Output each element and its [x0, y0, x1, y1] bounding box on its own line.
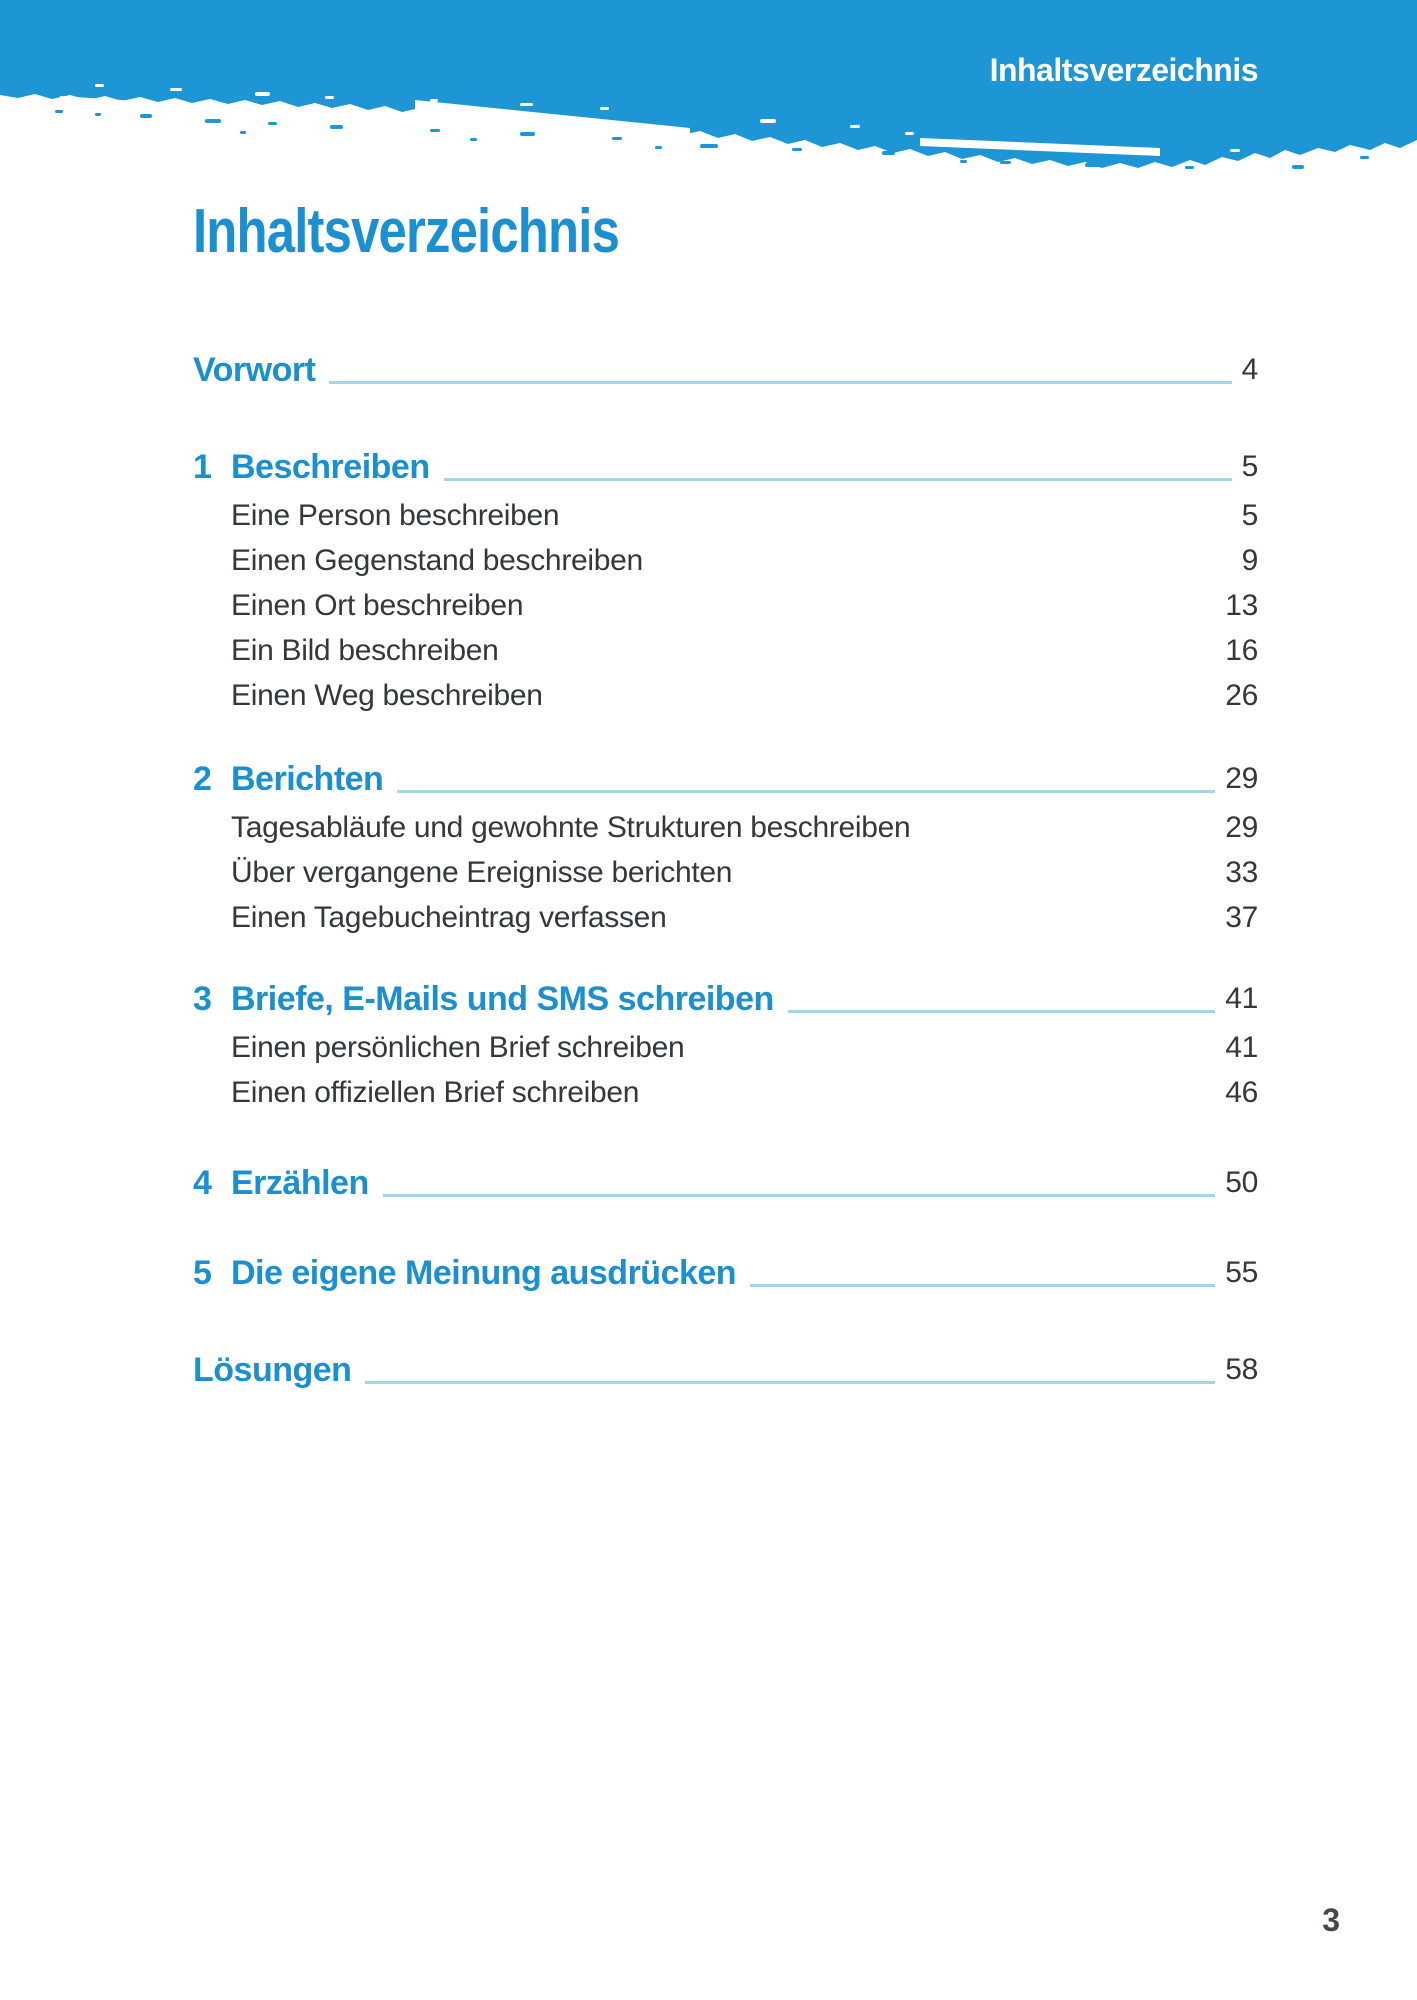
section-title: Eine Person beschreiben — [231, 499, 560, 533]
toc-sub-row — [231, 805, 1258, 850]
toc-section — [193, 757, 1258, 940]
section-title: Über vergangene Ereignisse berichten — [231, 856, 733, 890]
chapter-number: 3 — [193, 980, 212, 1019]
leader-line — [750, 1284, 1215, 1287]
section-title: Einen Ort beschreiben — [231, 589, 524, 623]
chapter-page-number: 41 — [1225, 982, 1258, 1016]
section-title: Einen offiziellen Brief schreiben — [231, 1076, 640, 1110]
toc-sub-row — [231, 493, 1258, 538]
section-page-number: 13 — [1225, 589, 1258, 623]
chapter-number: 5 — [193, 1254, 212, 1293]
section-page-number: 5 — [1241, 499, 1258, 533]
toc-section — [193, 1251, 1258, 1295]
chapter-title: Berichten — [231, 760, 384, 799]
toc-chapter-row — [193, 445, 1258, 489]
toc-sub-list — [193, 805, 1258, 940]
section-title: Einen Gegenstand beschreiben — [231, 544, 643, 578]
section-title: Tagesabläufe und gewohnte Strukturen beschreiben — [231, 811, 911, 845]
chapter-number: 1 — [193, 448, 212, 487]
chapter-number: 4 — [193, 1164, 212, 1203]
chapter-page-number: 29 — [1225, 762, 1258, 796]
toc-section — [193, 977, 1258, 1115]
toc-chapter-row — [193, 348, 1258, 392]
chapter-title: Briefe, E-Mails und SMS schreiben — [231, 980, 774, 1019]
toc-chapter-row — [193, 1161, 1258, 1205]
section-title: Einen persönlichen Brief schreiben — [231, 1031, 685, 1065]
toc-sub-list — [193, 1025, 1258, 1115]
page-title: Inhaltsverzeichnis — [193, 197, 620, 266]
section-title: Ein Bild beschreiben — [231, 634, 499, 668]
toc-sub-list — [193, 493, 1258, 718]
leader-line — [329, 381, 1231, 384]
section-page-number: 46 — [1225, 1076, 1258, 1110]
toc-sub-row — [231, 895, 1258, 940]
chapter-number: 2 — [193, 760, 212, 799]
section-page-number: 16 — [1225, 634, 1258, 668]
toc-section — [193, 348, 1258, 392]
section-title: Einen Weg beschreiben — [231, 679, 543, 713]
leader-line — [383, 1194, 1216, 1197]
chapter-title: Beschreiben — [231, 448, 430, 487]
chapter-page-number: 4 — [1241, 353, 1258, 387]
page-number: 3 — [1322, 1902, 1340, 1938]
toc-chapter-row — [193, 757, 1258, 801]
page-header — [0, 0, 1417, 170]
chapter-page-number: 50 — [1225, 1166, 1258, 1200]
toc-chapter-row — [193, 1251, 1258, 1295]
toc-section — [193, 1161, 1258, 1205]
chapter-page-number: 55 — [1225, 1256, 1258, 1290]
leader-line — [444, 478, 1232, 481]
toc-sub-row — [231, 583, 1258, 628]
toc-chapter-row — [193, 977, 1258, 1021]
toc-sub-row — [231, 538, 1258, 583]
toc-section — [193, 445, 1258, 718]
toc-sub-row — [231, 673, 1258, 718]
toc-chapter-row — [193, 1348, 1258, 1392]
section-page-number: 29 — [1225, 811, 1258, 845]
section-page-number: 33 — [1225, 856, 1258, 890]
toc-sub-row — [231, 850, 1258, 895]
leader-line — [365, 1381, 1215, 1384]
leader-line — [788, 1010, 1215, 1013]
toc-sub-row — [231, 628, 1258, 673]
leader-line — [397, 790, 1215, 793]
chapter-title: Vorwort — [193, 351, 316, 390]
chapter-page-number: 58 — [1225, 1353, 1258, 1387]
chapter-title: Lösungen — [193, 1351, 352, 1390]
toc-sub-row — [231, 1025, 1258, 1070]
toc-section — [193, 1348, 1258, 1392]
running-head: Inhaltsverzeichnis — [989, 52, 1258, 88]
chapter-page-number: 5 — [1241, 450, 1258, 484]
section-page-number: 9 — [1241, 544, 1258, 578]
chapter-title: Erzählen — [231, 1164, 369, 1203]
section-page-number: 37 — [1225, 901, 1258, 935]
section-page-number: 41 — [1225, 1031, 1258, 1065]
toc-sub-row — [231, 1070, 1258, 1115]
section-title: Einen Tagebucheintrag verfassen — [231, 901, 667, 935]
toc-list — [193, 348, 1258, 1392]
chapter-title: Die eigene Meinung ausdrücken — [231, 1254, 737, 1293]
section-page-number: 26 — [1225, 679, 1258, 713]
